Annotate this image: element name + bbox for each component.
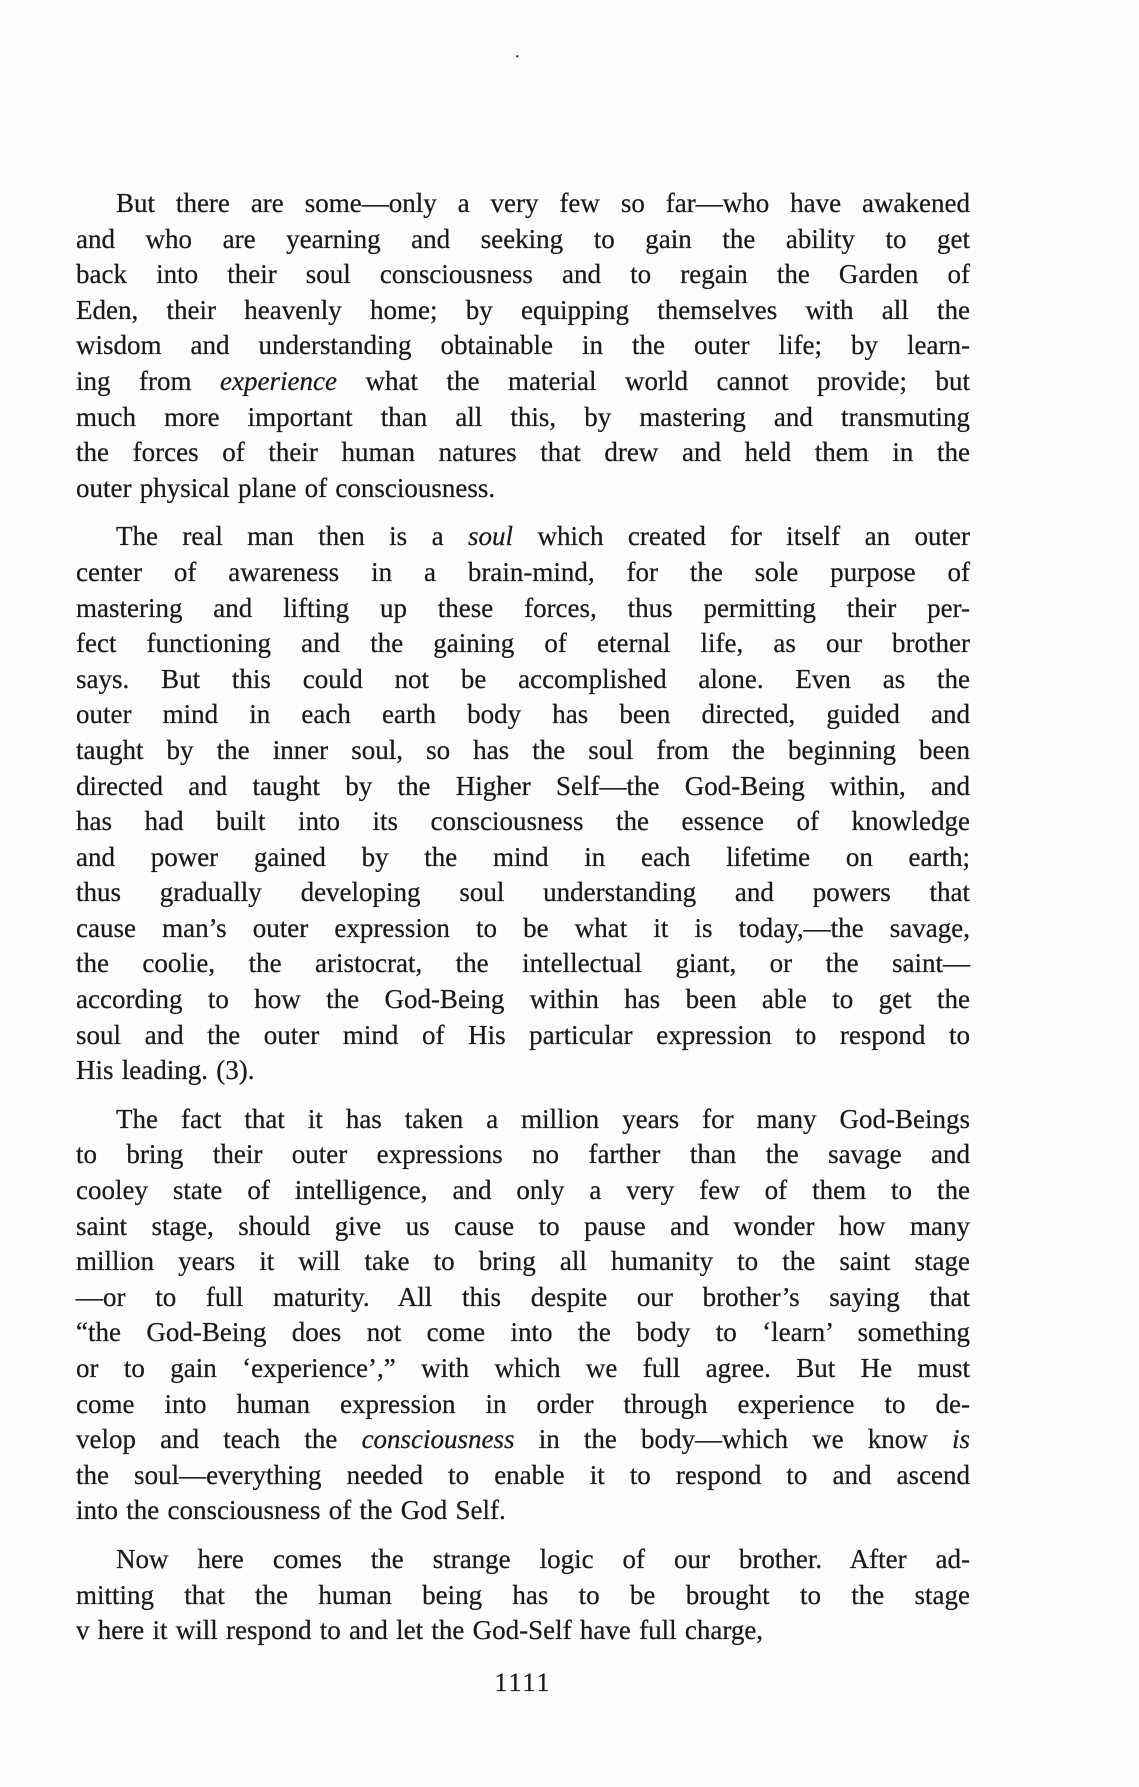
text-line: wisdom and understanding obtainable in the outer life; by learn- (76, 330, 970, 361)
text-line: directed and taught by the Higher Self—the God-Being within, and (76, 770, 970, 801)
text-line: The real man then is a soul which created for itself an outer (116, 521, 971, 552)
text-block (76, 186, 970, 1662)
text-line: soul and the outer mind of His particular expression to respond to (76, 1019, 970, 1050)
text-line: according to how the God-Being within has been able to get the (76, 984, 970, 1015)
text-line: ing from experience what the material world cannot provide; but (76, 365, 970, 396)
text-line: But there are some—only a very few so far—who have awakened (116, 188, 970, 218)
paragraph (76, 519, 970, 1089)
page-number: 1111 (494, 1668, 552, 1697)
paragraph (76, 1102, 970, 1529)
text-line: saint stage, should give us cause to pause and wonder how many (76, 1210, 970, 1241)
text-line: million years it will take to bring all humanity to the saint stage (76, 1246, 970, 1277)
text-line: center of awareness in a brain-mind, for the sole purpose of (76, 556, 970, 587)
text-line: mastering and lifting up these forces, thus permitting their per- (76, 592, 970, 623)
text-line: fect functioning and the gaining of eternal life, as our brother (76, 628, 970, 659)
text-line: has had built into its consciousness the essence of knowledge (76, 806, 970, 837)
text-line: outer physical plane of consciousness. (76, 472, 496, 503)
text-line: His leading. (3). (76, 1055, 255, 1086)
text-line: taught by the inner soul, so has the soul from the beginning been (76, 734, 970, 765)
text-line: “the God-Being does not come into the body to ‘learn’ something (76, 1317, 970, 1348)
text-line: to bring their outer expressions no farther than the savage and (76, 1139, 970, 1170)
paragraph (76, 186, 970, 506)
paragraph (76, 1542, 970, 1649)
text-line: cooley state of intelligence, and only a very few of them to the (76, 1175, 970, 1206)
text-line: into the consciousness of the God Self. (76, 1495, 506, 1526)
text-line: the soul—everything needed to enable it to respond to and ascend (76, 1459, 970, 1490)
text-line: thus gradually developing soul understanding and powers that (76, 877, 970, 908)
text-line: outer mind in each earth body has been directed, guided and (76, 699, 970, 730)
text-line: much more important than all this, by mastering and transmuting (76, 401, 970, 432)
text-line: Eden, their heavenly home; by equipping themselves with all the (76, 294, 970, 325)
text-line: the forces of their human natures that drew and held them in the (76, 437, 970, 468)
text-line: says. But this could not be accomplished alone. Even as the (76, 663, 970, 694)
text-line: back into their soul consciousness and to regain the Garden of (76, 259, 970, 290)
text-line: or to gain ‘experience’,” with which we full agree. But He must (76, 1353, 970, 1383)
text-line: and power gained by the mind in each lifetime on earth; (76, 841, 970, 872)
text-line: velop and teach the consciousness in the body—which we know is (76, 1424, 970, 1455)
text-line: The fact that it has taken a million years for many God-Beings (116, 1103, 970, 1134)
text-line: cause man’s outer expression to be what it is today,—the savage, (76, 912, 970, 943)
text-line: v here it will respond to and let the God-Self have full charge, (76, 1615, 764, 1646)
stray-mark: · (514, 46, 521, 68)
text-line: the coolie, the aristocrat, the intellectual giant, or the saint— (76, 948, 970, 979)
text-line: mitting that the human being has to be brought to the stage (76, 1579, 970, 1610)
text-line: —or to full maturity. All this despite our brother’s saying that (76, 1281, 970, 1312)
text-line: Now here comes the strange logic of our brother. After ad- (116, 1543, 970, 1574)
text-line: and who are yearning and seeking to gain the ability to get (76, 223, 970, 254)
text-line: come into human expression in order through experience to de- (76, 1388, 970, 1419)
